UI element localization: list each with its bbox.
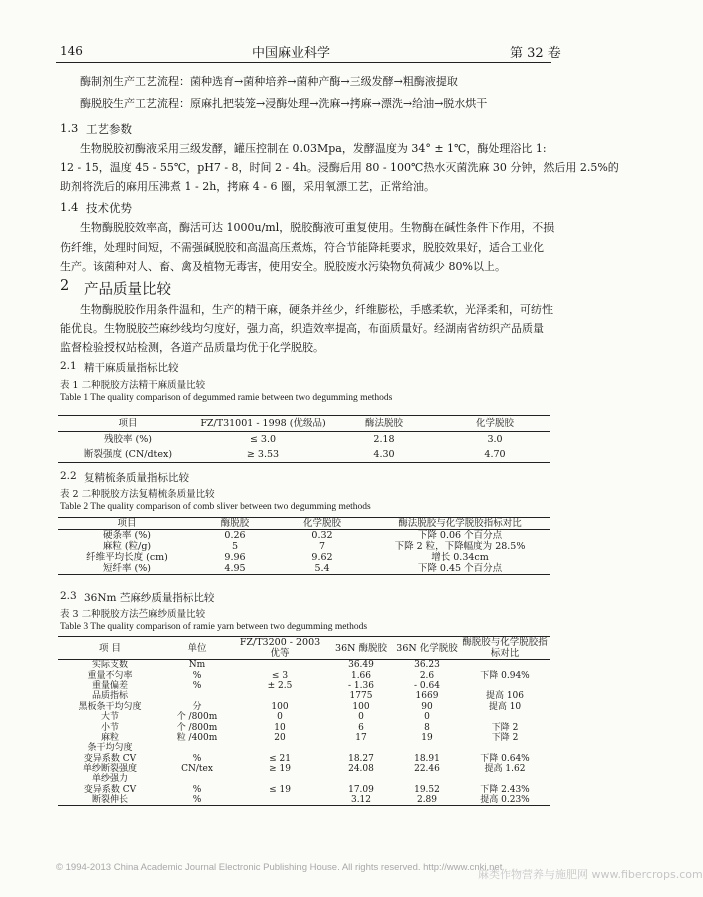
- table-cell: [460, 660, 550, 671]
- table-1-header-cell: 化学脱胶: [440, 416, 550, 432]
- table-cell: ± 2.5: [267, 680, 293, 691]
- table-cell: %: [192, 680, 202, 691]
- section-2-3-title: 36Nm 苎麻纱质量指标比较: [84, 592, 215, 604]
- section-1-4-line-3: 生产。该菌种对人、畜、禽及植物无毒害，使用安全。脱胶废水污染物负荷减少 80%以上。: [60, 260, 506, 273]
- table-3: [58, 636, 550, 806]
- table-3-header-cell: 36N 酶脱胶: [328, 637, 394, 660]
- table-cell: %: [192, 670, 202, 681]
- copyright-footer: © 1994-2013 China Academic Journal Electronic Publishing House. All rights reserved. http://www.cnki.net: [56, 862, 503, 873]
- table-cell: 品质指标: [91, 691, 128, 702]
- table-cell: %: [162, 795, 232, 806]
- table-cell: 17.09: [348, 784, 374, 795]
- table-row: [58, 785, 550, 795]
- section-2-2-number: 2.2: [60, 470, 77, 482]
- table-cell: 19.52: [414, 784, 440, 795]
- table-row: [58, 541, 550, 552]
- table-cell: [162, 743, 232, 753]
- table-cell: [232, 660, 328, 671]
- table-cell: 下降 0.94%: [480, 670, 530, 681]
- table-3-header-cell: FZ/T3200 - 2003 优等: [232, 637, 328, 660]
- table-cell: 下降 0.45 个百分点: [370, 563, 550, 575]
- table-row: [58, 774, 550, 784]
- table-cell: 麻粒: [100, 732, 119, 743]
- table-2-header-cell: 化学脱胶: [274, 518, 370, 530]
- table-cell: 3.0: [487, 434, 503, 445]
- table-2-header-cell: 酶法脱胶与化学脱胶指标对比: [370, 518, 550, 530]
- enzyme-process-line: 酶制剂生产工艺流程：菌种选育→菌种培养→菌种产酶→三级发酵→粗酶液提取: [80, 75, 458, 88]
- table-cell: [394, 743, 460, 753]
- table-cell: 分: [192, 701, 202, 712]
- table-cell: 麻粒 (粒/g): [102, 541, 152, 552]
- table-2-caption-en: Table 2 The quality comparison of comb sliver between two degumming methods: [60, 502, 371, 512]
- table-cell: Nm: [188, 660, 206, 671]
- table-row: [58, 722, 550, 732]
- table-cell: [232, 774, 328, 784]
- table-row: [58, 530, 550, 542]
- table-cell: 单纱强力: [91, 774, 128, 785]
- section-2-1-number: 2.1: [60, 360, 77, 372]
- section-2-line-1: 生物酶脱胶作用条件温和，生产的精干麻，硬条并丝少，纤维膨松，手感柔软，光泽柔和，可纺性: [80, 303, 553, 316]
- table-cell: 短纤率 (%): [58, 563, 196, 575]
- table-1-caption-en: Table 1 The quality comparison of degummed ramie between two degumming methods: [60, 393, 393, 403]
- table-cell: 下降 0.06 个百分点: [417, 530, 503, 541]
- page-number: 146: [60, 44, 83, 58]
- volume-label: 第 32 卷: [510, 46, 561, 61]
- table-3-header-cell: 项 目: [58, 637, 162, 660]
- table-cell: 下降 2: [491, 732, 519, 743]
- table-cell: 变异系数 CV: [83, 784, 137, 795]
- table-cell: 0.26: [224, 530, 246, 541]
- table-cell: 大节: [100, 712, 119, 723]
- journal-title: 中国麻业科学: [252, 46, 331, 61]
- table-cell: 24.08: [348, 764, 374, 775]
- table-row: [58, 764, 550, 774]
- table-cell: [460, 774, 550, 784]
- table-cell: [232, 795, 328, 806]
- table-cell: 36.23: [414, 660, 440, 671]
- table-cell: 19: [421, 732, 433, 743]
- section-2-title: 产品质量比较: [84, 282, 171, 298]
- section-1-3-number: 1.3: [60, 121, 79, 135]
- table-cell: %: [192, 753, 202, 764]
- table-cell: 10: [274, 722, 286, 733]
- table-cell: 1669: [415, 691, 439, 702]
- table-cell: [328, 743, 394, 753]
- table-row: [58, 795, 550, 806]
- header-rule: [56, 62, 551, 63]
- table-cell: 重量不匀率: [87, 670, 133, 681]
- section-2-3-number: 2.3: [60, 590, 77, 602]
- table-cell: 提高 106: [485, 691, 525, 702]
- table-cell: 残胶率 (%): [104, 434, 152, 445]
- table-cell: 纤维平均长度 (cm): [86, 552, 168, 563]
- table-cell: 3.12: [328, 795, 394, 806]
- table-cell: [394, 774, 460, 784]
- table-cell: 6: [358, 722, 364, 733]
- section-1-4-line-2: 伤纤维，处理时间短，不需强碱脱胶和高温高压煮炼，符合节能降耗要求，脱胶效果好，适合工业化: [60, 241, 544, 254]
- table-2-header-row: [58, 518, 550, 530]
- section-2-number: 2: [60, 278, 70, 294]
- table-row: [58, 681, 550, 691]
- table-cell: 断裂强度 (CN/dtex): [58, 447, 198, 463]
- section-2-line-3: 监督检验授权站检测，各道产品质量均优于化学脱胶。: [60, 341, 324, 354]
- table-cell: [460, 743, 550, 753]
- table-1-header-cell: 项目: [58, 416, 198, 432]
- table-cell: 22.46: [414, 764, 440, 775]
- table-cell: 4.30: [328, 447, 440, 463]
- table-cell: [328, 774, 394, 784]
- section-2-1-title: 精干麻质量指标比较: [84, 362, 179, 374]
- table-cell: ≤ 19: [269, 784, 291, 795]
- table-3-header-row: [58, 637, 550, 660]
- table-cell: 下降 0.64%: [480, 753, 530, 764]
- table-cell: 20: [274, 732, 286, 743]
- table-cell: [162, 691, 232, 701]
- table-1-header-cell: FZ/T31001 - 1998 (优级品): [198, 416, 328, 432]
- table-cell: 2.89: [394, 795, 460, 806]
- table-cell: 1775: [349, 691, 373, 702]
- table-cell: 实际支数: [91, 660, 128, 671]
- table-cell: 18.27: [348, 753, 374, 764]
- table-cell: 重量偏差: [91, 680, 128, 691]
- table-row: [58, 702, 550, 712]
- table-1-header-row: [58, 416, 550, 432]
- table-cell: 提高 10: [488, 701, 522, 712]
- table-cell: 5: [231, 541, 239, 552]
- table-cell: 0: [424, 712, 430, 723]
- table-cell: ≤ 3: [271, 670, 289, 681]
- table-row: [58, 733, 550, 743]
- table-row: [58, 670, 550, 680]
- table-cell: 粒 /400m: [176, 732, 218, 743]
- table-cell: [232, 743, 328, 753]
- degum-process-line: 酶脱胶生产工艺流程：原麻扎把装笼→浸酶处理→洗麻→拷麻→漂洗→给油→脱水烘干: [80, 97, 488, 110]
- table-cell: ≤ 21: [269, 753, 291, 764]
- table-cell: 黑板条干均匀度: [78, 701, 142, 712]
- section-1-4-number: 1.4: [60, 200, 79, 214]
- table-2-caption-cn: 表 2 二种脱胶方法复精梳条质量比较: [60, 489, 215, 500]
- table-1-caption-cn: 表 1 二种脱胶方法精干麻质量比较: [60, 380, 206, 391]
- table-cell: 17: [355, 732, 367, 743]
- table-cell: 单纱断裂强度: [82, 764, 137, 775]
- table-row: [58, 563, 550, 575]
- table-row: [58, 432, 550, 448]
- table-cell: 36.49: [348, 660, 374, 671]
- table-cell: 4.95: [196, 563, 274, 575]
- table-row: [58, 712, 550, 722]
- table-cell: 9.96: [224, 552, 246, 563]
- table-3-header-cell: 单位: [162, 637, 232, 660]
- table-cell: 90: [421, 701, 433, 712]
- table-cell: [460, 681, 550, 691]
- table-cell: 硬条率 (%): [103, 530, 151, 541]
- section-1-3-title: 工艺参数: [86, 122, 132, 136]
- table-cell: 下降 2: [491, 722, 519, 733]
- section-1-3-line-3: 助剂将洗后的麻用压沸煮 1 - 2h，拷麻 4 - 6 圈，采用氧漂工艺，正常给油。: [60, 180, 435, 193]
- table-cell: 个 /800m: [176, 712, 218, 723]
- table-2-header-cell: 酶脱胶: [196, 518, 274, 530]
- table-cell: CN/tex: [181, 764, 213, 775]
- table-cell: 2.6: [419, 670, 435, 681]
- table-1: [58, 415, 550, 463]
- table-cell: 0: [358, 712, 364, 723]
- table-row: [58, 447, 550, 463]
- table-cell: 0.32: [311, 530, 333, 541]
- table-cell: 变异系数 CV: [83, 753, 137, 764]
- table-cell: 1.66: [350, 670, 372, 681]
- table-cell: 小节: [100, 722, 119, 733]
- table-cell: 100: [271, 701, 289, 712]
- table-row: [58, 552, 550, 563]
- table-row: [58, 660, 550, 671]
- section-1-3-line-1: 生物脱胶初酶液采用三级发酵，罐压控制在 0.03Mpa，发酵温度为 34° ± 1℃，酶处理浴比 1:: [80, 142, 547, 155]
- table-cell: 提高 1.62: [484, 764, 526, 775]
- table-cell: [460, 712, 550, 722]
- section-1-4-line-1: 生物酶脱胶效率高，酶活可达 1000u/ml，脱胶酶液可重复使用。生物酶在碱性条件下作用，不损: [80, 221, 555, 234]
- table-cell: - 1.36: [348, 680, 374, 691]
- table-3-caption-cn: 表 3 二种脱胶方法苎麻纱质量比较: [60, 609, 206, 620]
- table-cell: - 0.64: [414, 680, 440, 691]
- table-cell: 100: [352, 701, 370, 712]
- table-2-header-cell: 项目: [58, 518, 196, 530]
- section-1-3-line-2: 12 - 15，温度 45 - 55℃，pH7 - 8，时间 2 - 4h。浸酶后用 80 - 100℃热水灭菌洗麻 30 分钟，然后用 2.5%的: [60, 161, 619, 174]
- table-cell: 断裂伸长: [58, 795, 162, 806]
- table-cell: 18.91: [414, 753, 440, 764]
- section-2-line-2: 能优良。生物脱胶苎麻纱线均匀度好，强力高，织造效率提高，布面质量好。经湖南省纺织产品质量: [60, 322, 544, 335]
- section-2-2-title: 复精梳条质量指标比较: [84, 472, 189, 484]
- table-cell: 条干均匀度: [87, 743, 133, 754]
- table-cell: ≥ 19: [269, 764, 291, 775]
- table-cell: %: [192, 784, 202, 795]
- table-row: [58, 754, 550, 764]
- table-cell: [162, 774, 232, 784]
- table-cell: 增长 0.34cm: [431, 552, 489, 563]
- table-cell: ≤ 3.0: [249, 434, 277, 445]
- table-cell: 个 /800m: [176, 722, 218, 733]
- table-cell: 2.18: [373, 434, 395, 445]
- table-cell: 9.62: [311, 552, 333, 563]
- table-cell: 4.70: [440, 447, 550, 463]
- table-row: [58, 691, 550, 701]
- table-2: [58, 517, 550, 575]
- table-3-caption-en: Table 3 The quality comparison of ramie yarn between two degumming methods: [60, 622, 368, 632]
- table-cell: 0: [277, 712, 283, 723]
- table-1-header-cell: 酶法脱胶: [328, 416, 440, 432]
- table-row: [58, 743, 550, 753]
- table-cell: 5.4: [274, 563, 370, 575]
- table-cell: 7: [318, 541, 326, 552]
- table-3-header-cell: 酶脱胶与化学脱胶指标对比: [460, 637, 550, 660]
- table-cell: 下降 2.43%: [480, 784, 530, 795]
- table-cell: [232, 691, 328, 701]
- table-cell: 下降 2 粒，下降幅度为 28.5%: [394, 541, 526, 552]
- table-cell: ≥ 3.53: [198, 447, 328, 463]
- section-1-4-title: 技术优势: [86, 201, 132, 215]
- site-watermark: 麻类作物营养与施肥网 www.fibercrops.com: [478, 868, 703, 881]
- table-cell: 提高 0.23%: [460, 795, 550, 806]
- table-3-header-cell: 36N 化学脱胶: [394, 637, 460, 660]
- table-cell: 8: [424, 722, 430, 733]
